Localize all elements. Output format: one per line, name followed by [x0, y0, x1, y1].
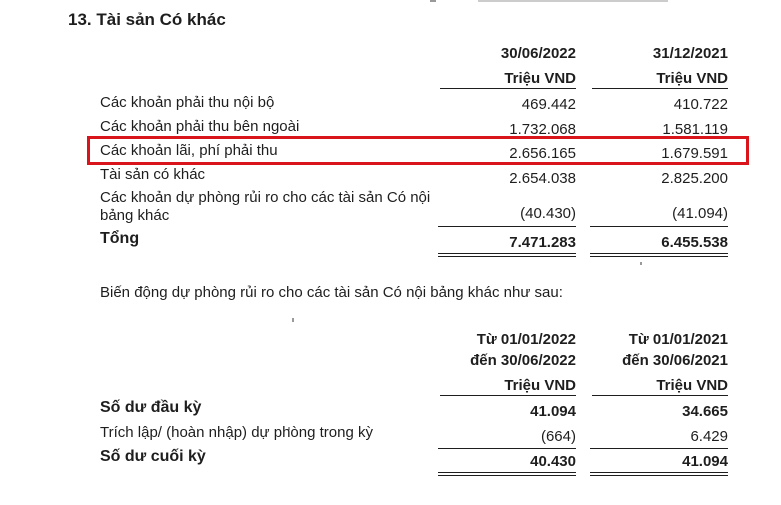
double-rule-top: [590, 253, 728, 254]
double-rule-bottom: [438, 256, 576, 257]
row-label: Số dư cuối kỳ: [100, 448, 206, 465]
scan-mark: [430, 0, 436, 2]
column-unit-2: Triệu VND: [656, 377, 728, 394]
double-rule-top: [438, 472, 576, 473]
row-value-1: (664): [540, 428, 576, 445]
subtotal-rule: [438, 448, 576, 449]
subtotal-rule: [590, 448, 728, 449]
period-header-1-line-2: đến 30/06/2022: [470, 352, 576, 369]
row-value-1: 2.654.038: [509, 170, 576, 187]
column-unit-1: Triệu VND: [504, 70, 576, 87]
row-label: Các khoản phải thu bên ngoài: [100, 118, 300, 135]
double-rule-bottom: [590, 475, 728, 476]
double-rule-bottom: [438, 475, 576, 476]
header-underline: [440, 395, 576, 396]
column-unit-2: Triệu VND: [656, 70, 728, 87]
total-value-2: 6.455.538: [661, 234, 728, 251]
row-value-2: 410.722: [673, 96, 728, 113]
double-rule-top: [438, 253, 576, 254]
total-value-1: 7.471.283: [509, 234, 576, 251]
row-label: Tài sản có khác: [100, 166, 206, 183]
row-value-2: (41.094): [672, 205, 728, 222]
row-value-1: 2.656.165: [509, 145, 576, 162]
total-label: Tổng: [100, 230, 140, 247]
movement-intro: Biến động dự phòng rủi ro cho các tài sản Có nội bảng khác như sau:: [100, 284, 563, 301]
row-value-2: 6.429: [690, 428, 728, 445]
period-header-2-line-2: đến 30/06/2021: [622, 352, 728, 369]
row-value-2: 2.825.200: [661, 170, 728, 187]
header-underline: [440, 88, 576, 89]
highlight-box: [87, 136, 749, 165]
row-value-1: 469.442: [521, 96, 576, 113]
section-title: 13. Tài sản Có khác: [68, 10, 226, 29]
row-value-2: 34.665: [682, 403, 728, 420]
header-underline: [592, 88, 728, 89]
scan-mark: [292, 318, 294, 322]
row-value-1: 40.430: [530, 453, 576, 470]
row-label: Các khoản lãi, phí phải thu: [100, 142, 278, 159]
row-label: Số dư đầu kỳ: [100, 399, 202, 416]
row-value-1: 1.732.068: [509, 121, 576, 138]
column-header-date-1: 30/06/2022: [500, 45, 576, 62]
column-header-date-2: 31/12/2021: [652, 45, 728, 62]
period-header-2-line-1: Từ 01/01/2021: [628, 331, 728, 348]
row-value-1: (40.430): [520, 205, 576, 222]
period-header-1-line-1: Từ 01/01/2022: [476, 331, 576, 348]
row-value-2: 1.679.591: [661, 145, 728, 162]
subtotal-rule: [438, 226, 576, 227]
row-label-line-1: Các khoản dự phòng rủi ro cho các tài sản Có nội: [100, 189, 431, 206]
subtotal-rule: [590, 226, 728, 227]
double-rule-bottom: [590, 256, 728, 257]
row-label: Các khoản phải thu nội bộ: [100, 94, 275, 111]
row-value-2: 1.581.119: [662, 121, 728, 138]
row-label: Trích lập/ (hoàn nhập) dự phòng trong kỳ: [100, 424, 373, 441]
header-underline: [592, 395, 728, 396]
column-unit-1: Triệu VND: [504, 377, 576, 394]
double-rule-top: [590, 472, 728, 473]
row-label-line-2: bảng khác: [100, 207, 170, 224]
row-value-2: 41.094: [682, 453, 728, 470]
scan-mark: [640, 262, 642, 265]
row-value-1: 41.094: [530, 403, 576, 420]
scan-mark: [478, 0, 668, 2]
